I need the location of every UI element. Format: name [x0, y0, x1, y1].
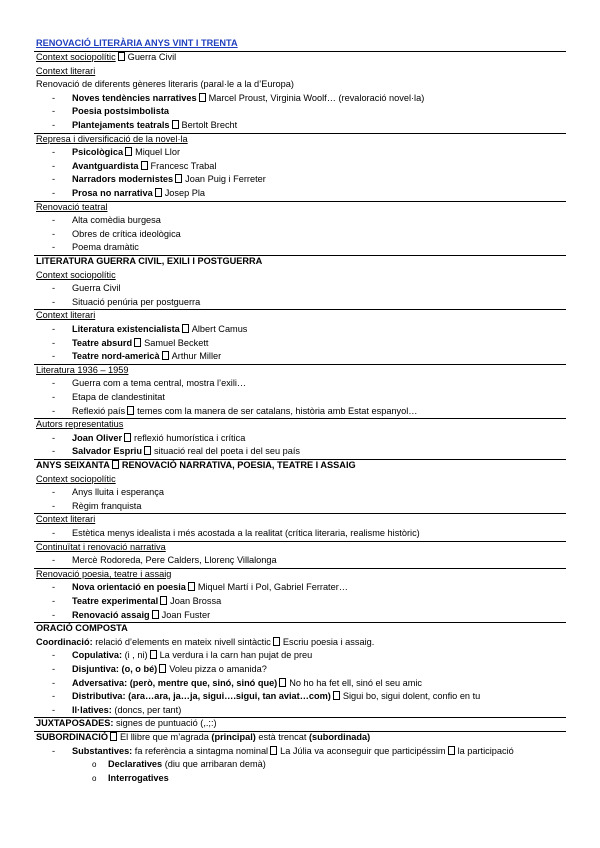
text-segment: Guerra Civil — [127, 52, 177, 62]
text-segment: Avantguardista — [72, 160, 139, 171]
line-text — [72, 690, 480, 704]
line-text — [36, 568, 171, 582]
bullet-dash: - — [52, 283, 56, 294]
text-segment: Renovació poesia, teatre i assaig — [36, 568, 172, 579]
box-glyph-icon — [159, 664, 166, 673]
line-text — [36, 65, 95, 79]
line-sec — [0, 568, 600, 582]
line-sub2 — [0, 772, 600, 786]
line-text — [72, 581, 348, 595]
text-segment: Renovació assaig — [72, 609, 150, 620]
box-glyph-icon — [112, 460, 119, 469]
text-segment: Miquel Llor — [135, 147, 180, 158]
line-text — [72, 554, 277, 568]
bullet-dash: - — [52, 704, 56, 715]
line-text — [72, 745, 514, 759]
line-text — [108, 758, 266, 772]
line-item — [0, 105, 600, 119]
box-glyph-icon — [125, 147, 132, 156]
text-segment: Escriu poesia i assaig. — [282, 636, 375, 647]
text-segment: Il·latives: — [72, 704, 112, 715]
text-segment: ANYS SEIXANTA — [36, 460, 110, 470]
line-text — [72, 92, 424, 106]
line-text — [36, 78, 294, 92]
line-item — [0, 92, 600, 106]
text-segment: Renovació de diferents gèneres literaris (paral·le a la d’Europa) — [36, 79, 294, 90]
line-item — [0, 445, 600, 459]
text-segment: reflexió humorística i crítica — [134, 432, 246, 443]
line-text — [72, 527, 420, 541]
line-text — [72, 296, 200, 310]
line-text — [72, 405, 417, 419]
line-text — [72, 119, 237, 133]
line-text — [72, 486, 164, 500]
line-text — [72, 282, 121, 296]
text-segment: Context sociopolític — [36, 269, 116, 280]
text-segment: (o, o bé) — [118, 664, 158, 674]
line-item — [0, 391, 600, 405]
line-item — [0, 377, 600, 391]
text-segment: Alta comèdia burgesa — [72, 215, 161, 226]
line-head — [0, 717, 600, 731]
line-item — [0, 296, 600, 310]
text-segment: Narradors modernistes — [72, 174, 174, 185]
line-text — [72, 704, 181, 718]
box-glyph-icon — [110, 732, 117, 741]
line-text — [36, 717, 217, 731]
line-item — [0, 649, 600, 663]
text-segment: Obres de crítica ideològica — [72, 228, 181, 239]
text-segment: Joan Oliver — [72, 432, 123, 443]
text-segment: Albert Camus — [191, 324, 248, 334]
text-segment: LITERATURA GUERRA CIVIL, EXILI I POSTGUERRA — [36, 256, 263, 266]
text-segment: Guerra com a tema central, mostra l’exili… — [72, 378, 247, 389]
text-segment: fa referència a sintagma nominal — [132, 745, 269, 756]
bullet-dash: - — [52, 188, 56, 198]
bullet-dash: - — [52, 446, 56, 457]
text-segment: JUXTAPOSADES: — [36, 718, 114, 729]
text-segment: Salvador Espriu — [72, 446, 142, 457]
line-sec — [0, 541, 600, 555]
text-segment: Sigui bo, sigui dolent, confio en tu — [342, 691, 481, 702]
line-text — [36, 459, 356, 473]
text-segment: Etapa de clandestinitat — [72, 392, 165, 402]
line-text — [72, 146, 180, 160]
box-glyph-icon — [448, 746, 455, 755]
box-glyph-icon — [150, 650, 157, 659]
text-segment: Distributiva: — [72, 691, 126, 702]
line-sub — [0, 473, 600, 487]
line-text — [72, 445, 300, 459]
text-segment: Continuïtat i renovació narrativa — [36, 541, 166, 552]
line-item — [0, 405, 600, 419]
line-text — [72, 391, 165, 405]
line-plain — [0, 78, 600, 92]
line-text — [36, 309, 95, 323]
text-segment: Literatura existencialista — [72, 324, 180, 334]
text-segment: Interrogatives — [108, 772, 169, 783]
line-text — [72, 187, 205, 201]
box-glyph-icon — [160, 596, 167, 605]
text-segment: Noves tendències narratives — [72, 92, 197, 103]
text-segment: ORACIÓ COMPOSTA — [36, 623, 128, 634]
bullet-dash: - — [52, 500, 56, 511]
text-segment: Arthur Miller — [171, 351, 222, 362]
line-text — [36, 51, 176, 65]
box-glyph-icon — [141, 161, 148, 170]
line-text — [36, 731, 370, 745]
text-segment: Context sociopolític — [36, 473, 116, 484]
line-item — [0, 500, 600, 514]
bullet-dash: - — [52, 228, 56, 239]
line-item — [0, 282, 600, 296]
box-glyph-icon — [162, 351, 169, 360]
document-title-line — [0, 37, 600, 51]
text-segment: (ara…ara, ja…ja, sigui….sigui, tan aviat…com) — [125, 691, 331, 702]
bullet-dash: - — [52, 582, 56, 593]
box-glyph-icon — [152, 610, 159, 619]
line-item — [0, 119, 600, 133]
bullet-dash: - — [52, 609, 56, 620]
box-glyph-icon — [175, 174, 182, 183]
line-item — [0, 173, 600, 187]
bullet-dash: - — [52, 745, 56, 756]
text-segment: Declaratives — [108, 759, 163, 770]
line-text — [72, 228, 181, 242]
line-item — [0, 581, 600, 595]
line-head — [0, 622, 600, 636]
text-segment: (subordinada) — [308, 732, 371, 742]
bullet-dash: - — [52, 528, 56, 538]
line-text — [72, 500, 141, 514]
text-segment: Situació penúria per postguerra — [72, 296, 201, 307]
line-head — [0, 731, 600, 745]
line-item — [0, 595, 600, 609]
line-item — [0, 527, 600, 541]
line-text — [72, 214, 161, 228]
line-text — [72, 337, 208, 351]
text-segment: Substantives: — [72, 745, 133, 756]
bullet-circle: o — [92, 760, 97, 770]
text-segment: Psicològica — [72, 147, 124, 158]
bullet-dash: - — [52, 664, 56, 674]
text-segment: Teatre experimental — [72, 596, 159, 606]
box-glyph-icon — [155, 188, 162, 197]
bullet-dash: - — [52, 351, 56, 362]
text-segment: (però, mentre que, sinó, sinó que) — [127, 677, 278, 688]
bullet-dash: - — [52, 160, 56, 171]
text-segment: Context sociopolític — [36, 52, 116, 62]
line-text — [36, 636, 374, 650]
bullet-dash: - — [52, 405, 56, 416]
line-text — [72, 173, 266, 187]
text-segment: situació real del poeta i del seu país — [153, 446, 301, 457]
box-glyph-icon — [182, 324, 189, 333]
bullet-dash: - — [52, 147, 56, 158]
text-segment: Miquel Martí i Pol, Gabriel Ferrater… — [197, 582, 348, 593]
bullet-dash: - — [52, 691, 56, 702]
text-segment: Adversativa: — [72, 677, 128, 688]
line-sub — [0, 65, 600, 79]
text-segment: Disjuntiva: — [72, 664, 119, 674]
line-text — [36, 473, 116, 487]
box-glyph-icon — [270, 746, 277, 755]
bullet-dash: - — [52, 174, 56, 185]
text-segment: (diu que arribaran demà) — [162, 759, 266, 770]
line-item — [0, 350, 600, 364]
bullet-dash: - — [52, 650, 56, 661]
text-segment: Teatre absurd — [72, 337, 133, 348]
box-glyph-icon — [118, 52, 125, 61]
text-segment: signes de puntuació (,.;:) — [113, 718, 217, 729]
box-glyph-icon — [127, 406, 134, 415]
line-head — [0, 255, 600, 269]
text-segment: Context literari — [36, 65, 96, 76]
text-segment: El llibre que m’agrada — [119, 732, 212, 742]
line-text — [36, 269, 116, 283]
text-segment: Poema dramàtic — [72, 242, 139, 253]
line-text — [72, 160, 216, 174]
line-text — [72, 663, 267, 677]
line-text — [36, 513, 95, 527]
line-item — [0, 160, 600, 174]
line-text — [72, 241, 139, 255]
line-item — [0, 663, 600, 677]
line-item — [0, 609, 600, 623]
line-item — [0, 187, 600, 201]
bullet-dash: - — [52, 296, 56, 307]
text-segment: està trencat — [255, 732, 309, 742]
text-segment: Prosa no narrativa — [72, 188, 153, 198]
text-segment: La verdura i la carn han pujat de preu — [159, 650, 313, 661]
bullet-dash: - — [52, 555, 56, 566]
text-segment: Context literari — [36, 310, 96, 321]
box-glyph-icon — [279, 678, 286, 687]
line-text — [72, 350, 221, 364]
line-item — [0, 745, 600, 759]
bullet-dash: - — [52, 432, 56, 443]
text-segment: Joan Puig i Ferreter — [185, 174, 266, 185]
text-segment: (i , ni) — [122, 650, 148, 661]
line-text — [72, 677, 422, 691]
text-segment: SUBORDINACIÓ — [36, 732, 108, 742]
line-sec — [0, 133, 600, 147]
document-title[interactable]: RENOVACIÓ LITERÀRIA ANYS VINT I TRENTA — [36, 38, 238, 48]
line-item — [0, 323, 600, 337]
text-segment: Bertolt Brecht — [181, 120, 238, 130]
line-sec — [0, 418, 600, 432]
text-segment: Teatre nord-americà — [72, 351, 160, 362]
box-glyph-icon — [333, 691, 340, 700]
text-segment: Guerra Civil — [72, 283, 121, 294]
line-sec — [0, 309, 600, 323]
bullet-dash: - — [52, 106, 56, 117]
line-text — [72, 609, 210, 623]
line-sec — [0, 364, 600, 378]
line-text — [36, 418, 123, 432]
text-segment: Poesia postsimbolista — [72, 106, 170, 117]
line-text — [72, 432, 245, 446]
line-text — [36, 255, 262, 269]
text-segment: Plantejaments teatrals — [72, 120, 170, 130]
text-segment: Literatura 1936 – 1959 — [36, 364, 129, 375]
line-text — [36, 541, 166, 555]
bullet-dash: - — [52, 120, 56, 130]
bullet-dash: - — [52, 242, 56, 253]
line-item — [0, 337, 600, 351]
text-segment: (doncs, per tant) — [111, 704, 182, 715]
box-glyph-icon — [134, 338, 141, 347]
text-segment: Renovació teatral — [36, 201, 108, 212]
text-segment: La Júlia va aconseguir que participéssim — [280, 745, 446, 756]
text-segment: Francesc Trabal — [150, 160, 217, 171]
text-segment: Voleu pizza o amanida? — [169, 664, 267, 674]
line-text — [108, 772, 169, 786]
text-segment: Reflexió país — [72, 405, 126, 416]
text-segment: Coordinació: — [36, 636, 93, 647]
box-glyph-icon — [188, 582, 195, 591]
bullet-dash: - — [52, 324, 56, 334]
text-segment: Josep Pla — [164, 188, 206, 198]
line-item — [0, 228, 600, 242]
box-glyph-icon — [199, 93, 206, 102]
line-sec — [0, 51, 600, 65]
text-segment: No ho ha fet ell, sinó el seu amic — [289, 677, 423, 688]
text-segment: Estètica menys idealista i més acostada a la realitat (crítica literaria, realisme històric) — [72, 528, 420, 538]
bullet-dash: - — [52, 92, 56, 103]
line-text — [72, 595, 221, 609]
bullet-dash: - — [52, 677, 56, 688]
line-text — [72, 105, 169, 119]
line-item — [0, 704, 600, 718]
text-segment: Samuel Beckett — [144, 337, 209, 348]
line-item — [0, 486, 600, 500]
line-text — [72, 323, 247, 337]
line-text — [72, 649, 312, 663]
bullet-dash: - — [52, 487, 56, 498]
bullet-dash: - — [52, 215, 56, 226]
text-segment: Règim franquista — [72, 500, 142, 511]
text-segment: RENOVACIÓ NARRATIVA, POESIA, TEATRE I ASSAIG — [121, 460, 356, 470]
line-plain — [0, 636, 600, 650]
line-item — [0, 241, 600, 255]
line-sub — [0, 269, 600, 283]
line-item — [0, 432, 600, 446]
text-segment: Nova orientació en poesia — [72, 582, 186, 593]
bullet-dash: - — [52, 596, 56, 606]
line-item — [0, 214, 600, 228]
box-glyph-icon — [144, 446, 151, 455]
line-text — [36, 201, 108, 215]
text-segment: Autors representatius — [36, 419, 124, 430]
line-item — [0, 690, 600, 704]
text-segment: Copulativa: — [72, 650, 123, 661]
line-item — [0, 677, 600, 691]
box-glyph-icon — [172, 120, 179, 129]
text-segment: Joan Fuster — [161, 609, 211, 620]
line-text — [36, 622, 128, 636]
line-text — [36, 364, 128, 378]
text-segment: Anys lluita i esperança — [72, 487, 164, 498]
line-text — [72, 377, 246, 391]
line-item — [0, 146, 600, 160]
box-glyph-icon — [124, 433, 131, 442]
text-segment: Joan Brossa — [170, 596, 222, 606]
line-text — [36, 133, 188, 147]
line-sub2 — [0, 758, 600, 772]
line-sec — [0, 513, 600, 527]
bullet-dash: - — [52, 378, 56, 389]
text-segment: la participació — [457, 745, 514, 756]
line-head — [0, 459, 600, 473]
bullet-dash: - — [52, 392, 56, 402]
bullet-circle: o — [92, 773, 97, 783]
text-segment: (principal) — [211, 732, 256, 742]
text-segment: relació d’elements en mateix nivell sintàctic — [92, 636, 271, 647]
text-segment: Context literari — [36, 514, 96, 525]
text-segment: Mercè Rodoreda, Pere Calders, Llorenç Villalonga — [72, 555, 277, 566]
line-sec — [0, 201, 600, 215]
text-segment: Represa i diversificació de la novel·la — [36, 133, 188, 144]
box-glyph-icon — [273, 637, 280, 646]
line-item — [0, 554, 600, 568]
text-segment: Marcel Proust, Virginia Woolf… (revaloració novel·la) — [208, 92, 425, 103]
text-segment: temes com la manera de ser catalans, història amb Estat espanyol… — [137, 405, 418, 416]
bullet-dash: - — [52, 337, 56, 348]
